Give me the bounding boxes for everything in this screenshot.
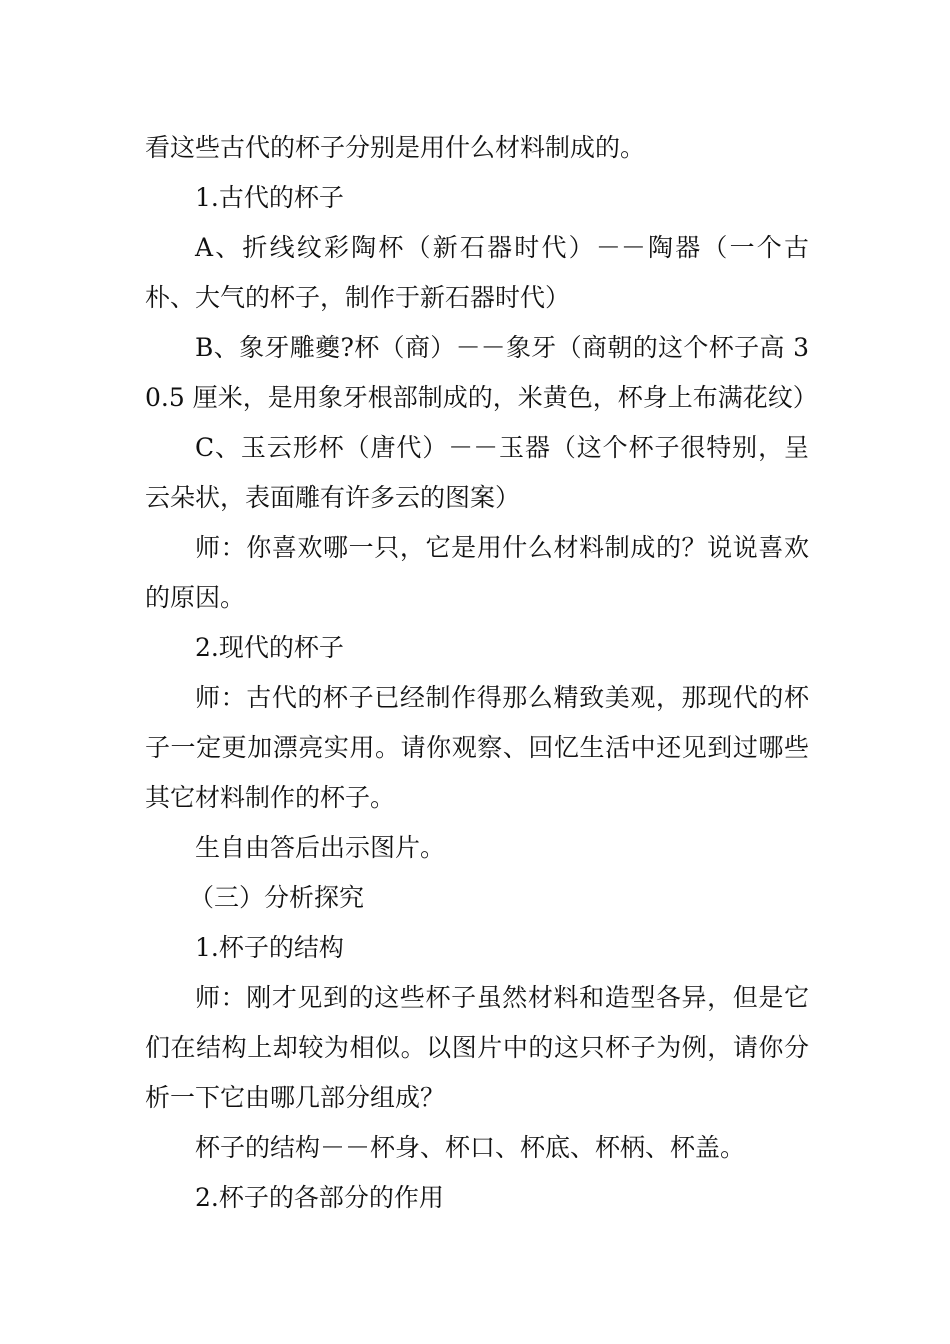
document-page: [145, 123, 818, 1223]
paragraph-structure-parts: 杯子的结构－－杯身、杯口、杯底、杯柄、杯盖。: [195, 1133, 746, 1162]
paragraph-teacher-structure: 师：刚才见到的这些杯子虽然材料和造型各异，但是它们在结构上却较为相似。以图片中的这只杯子为例，请你分析一下它由哪几部分组成？: [145, 983, 809, 1112]
heading-ancient-cups: 1.古代的杯子: [195, 183, 344, 212]
heading-cup-structure: 1.杯子的结构: [195, 933, 344, 962]
heading-part-functions: 2.杯子的各部分的作用: [195, 1183, 444, 1212]
heading-section-three: （三）分析探究: [189, 883, 365, 912]
heading-modern-cups: 2.现代的杯子: [195, 633, 344, 662]
paragraph-teacher-modern: 师：古代的杯子已经制作得那么精致美观，那现代的杯子一定更加漂亮实用。请你观察、回忆生活中还见到过哪些其它材料制作的杯子。: [145, 683, 809, 812]
paragraph-students-answer: 生自由答后出示图片。: [195, 833, 446, 862]
paragraph-teacher-question: 师：你喜欢哪一只，它是用什么材料制成的？说说喜欢的原因。: [145, 533, 809, 612]
paragraph-continuation: 看这些古代的杯子分别是用什么材料制成的。: [145, 133, 646, 162]
paragraph-cup-b: B、象牙雕夔?杯（商）－－象牙（商朝的这个杯子高 30.5 厘米，是用象牙根部制成的，米黄色，杯身上布满花纹）: [145, 333, 818, 412]
paragraph-cup-a: A、折线纹彩陶杯（新石器时代）－－陶器（一个古朴、大气的杯子，制作于新石器时代）: [145, 233, 809, 312]
paragraph-cup-c: C、玉云形杯（唐代）－－玉器（这个杯子很特别，呈云朵状，表面雕有许多云的图案）: [145, 433, 809, 512]
